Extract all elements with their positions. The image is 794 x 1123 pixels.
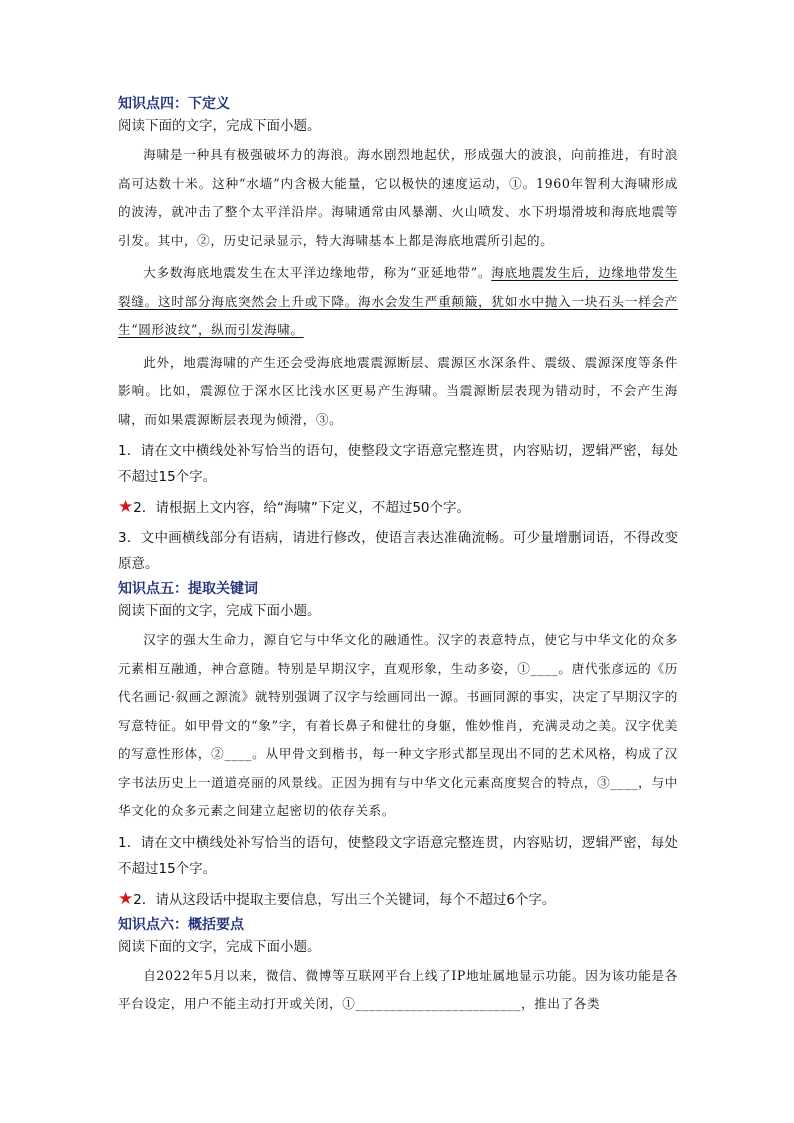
passage-paragraph: 海啸是一种具有极强破坏力的海浪。海水剧烈地起伏，形成强大的波浪，向前推进，有时浪高可达数十米。这种“水墙”内含极大能量，它以极快的速度运动，①。1960年智利大海啸形成的波涛，就冲击了整个太平洋沿岸。海啸通常由风暴潮、火山喷发、水下坍塌滑坡和海底地震等引发。其中，②，历史记录显示，特大海啸基本上都是海底地震所引起的。 bbox=[118, 147, 678, 248]
document-page bbox=[118, 92, 678, 1019]
star-icon: ★ bbox=[118, 888, 134, 909]
instruction: 阅读下面的文字，完成下面小题。 bbox=[118, 603, 321, 619]
instruction: 阅读下面的文字，完成下面小题。 bbox=[118, 938, 321, 955]
question-text: 2．请从这段话中提取主要信息，写出三个关键词，每个不超过6个字。 bbox=[133, 891, 556, 908]
question: 3．文中画横线部分有语病，请进行修改，使语言表达准确流畅。可少量增删词语，不得改变原意。 bbox=[118, 530, 678, 572]
section-heading: 知识点六：概括要点 bbox=[118, 916, 244, 933]
section-heading: 知识点四：下定义 bbox=[118, 96, 230, 112]
question: 1．请在文中横线处补写恰当的语句，使整段文字语意完整连贯，内容贴切，逻辑严密，每处不超过15个字。 bbox=[118, 834, 678, 877]
passage-paragraph: 此外，地震海啸的产生还会受海底地震震源断层、震源区水深条件、震级、震源深度等条件影响。比如，震源位于深水区比浅水区更易产生海啸。当震源断层表现为错动时，不会产生海啸，而如果震源断层表现为倾滑，③。 bbox=[118, 354, 678, 427]
passage-text: 大多数海底地震发生在太平洋边缘地带，称为“亚延地带”。 bbox=[143, 265, 492, 280]
question: 1．请在文中横线处补写恰当的语句，使整段文字语意完整连贯，内容贴切，逻辑严密，每处不超过15个字。 bbox=[118, 443, 678, 485]
passage-paragraph: 自2022年5月以来，微信、微博等互联网平台上线了IP地址属地显示功能。因为该功能是各平台设定，用户不能主动打开或关闭，①________________________，推出了各类 bbox=[118, 967, 678, 1011]
passage-paragraph: 汉字的强大生命力，源自它与中华文化的融通性。汉字的表意特点，使它与中华文化的众多元素相互融通，神合意随。特别是早期汉字，直观形象，生动多姿，①____。唐代张彦远的《历代名画记·叙画之源流》就特别强调了汉字与绘画同出一源。书画同源的事实，决定了早期汉字的写意特征。如甲骨文的“象”字，有着长鼻子和健壮的身躯，惟妙惟肖，充满灵动之美。汉字优美的写意性形体，②____。从甲骨文到楷书，每一种文字形式都呈现出不同的艺术风格，构成了汉字书法历史上一道道亮丽的风景线。正因为拥有与中华文化元素高度契合的特点，③____，与中华文化的众多元素之间建立起密切的依存关系。 bbox=[118, 632, 678, 818]
underlined-passage-text: 海底地震发生后，边缘地带发生裂缝。这时部分海底突然会上升或下降。海水会发生严重颠簸，犹如水中抛入一块石头一样会产生“圆形波纹”，纵而引发海啸。 bbox=[118, 265, 678, 337]
instruction: 阅读下面的文字，完成下面小题。 bbox=[118, 118, 321, 134]
question-starred bbox=[118, 886, 678, 913]
question-starred bbox=[118, 494, 678, 521]
passage-paragraph bbox=[118, 259, 678, 345]
star-icon: ★ bbox=[118, 497, 134, 517]
section-heading: 知识点五：提取关键词 bbox=[118, 581, 258, 597]
question-text: 2．请根据上文内容，给“海啸”下定义，不超过50个字。 bbox=[133, 500, 471, 516]
